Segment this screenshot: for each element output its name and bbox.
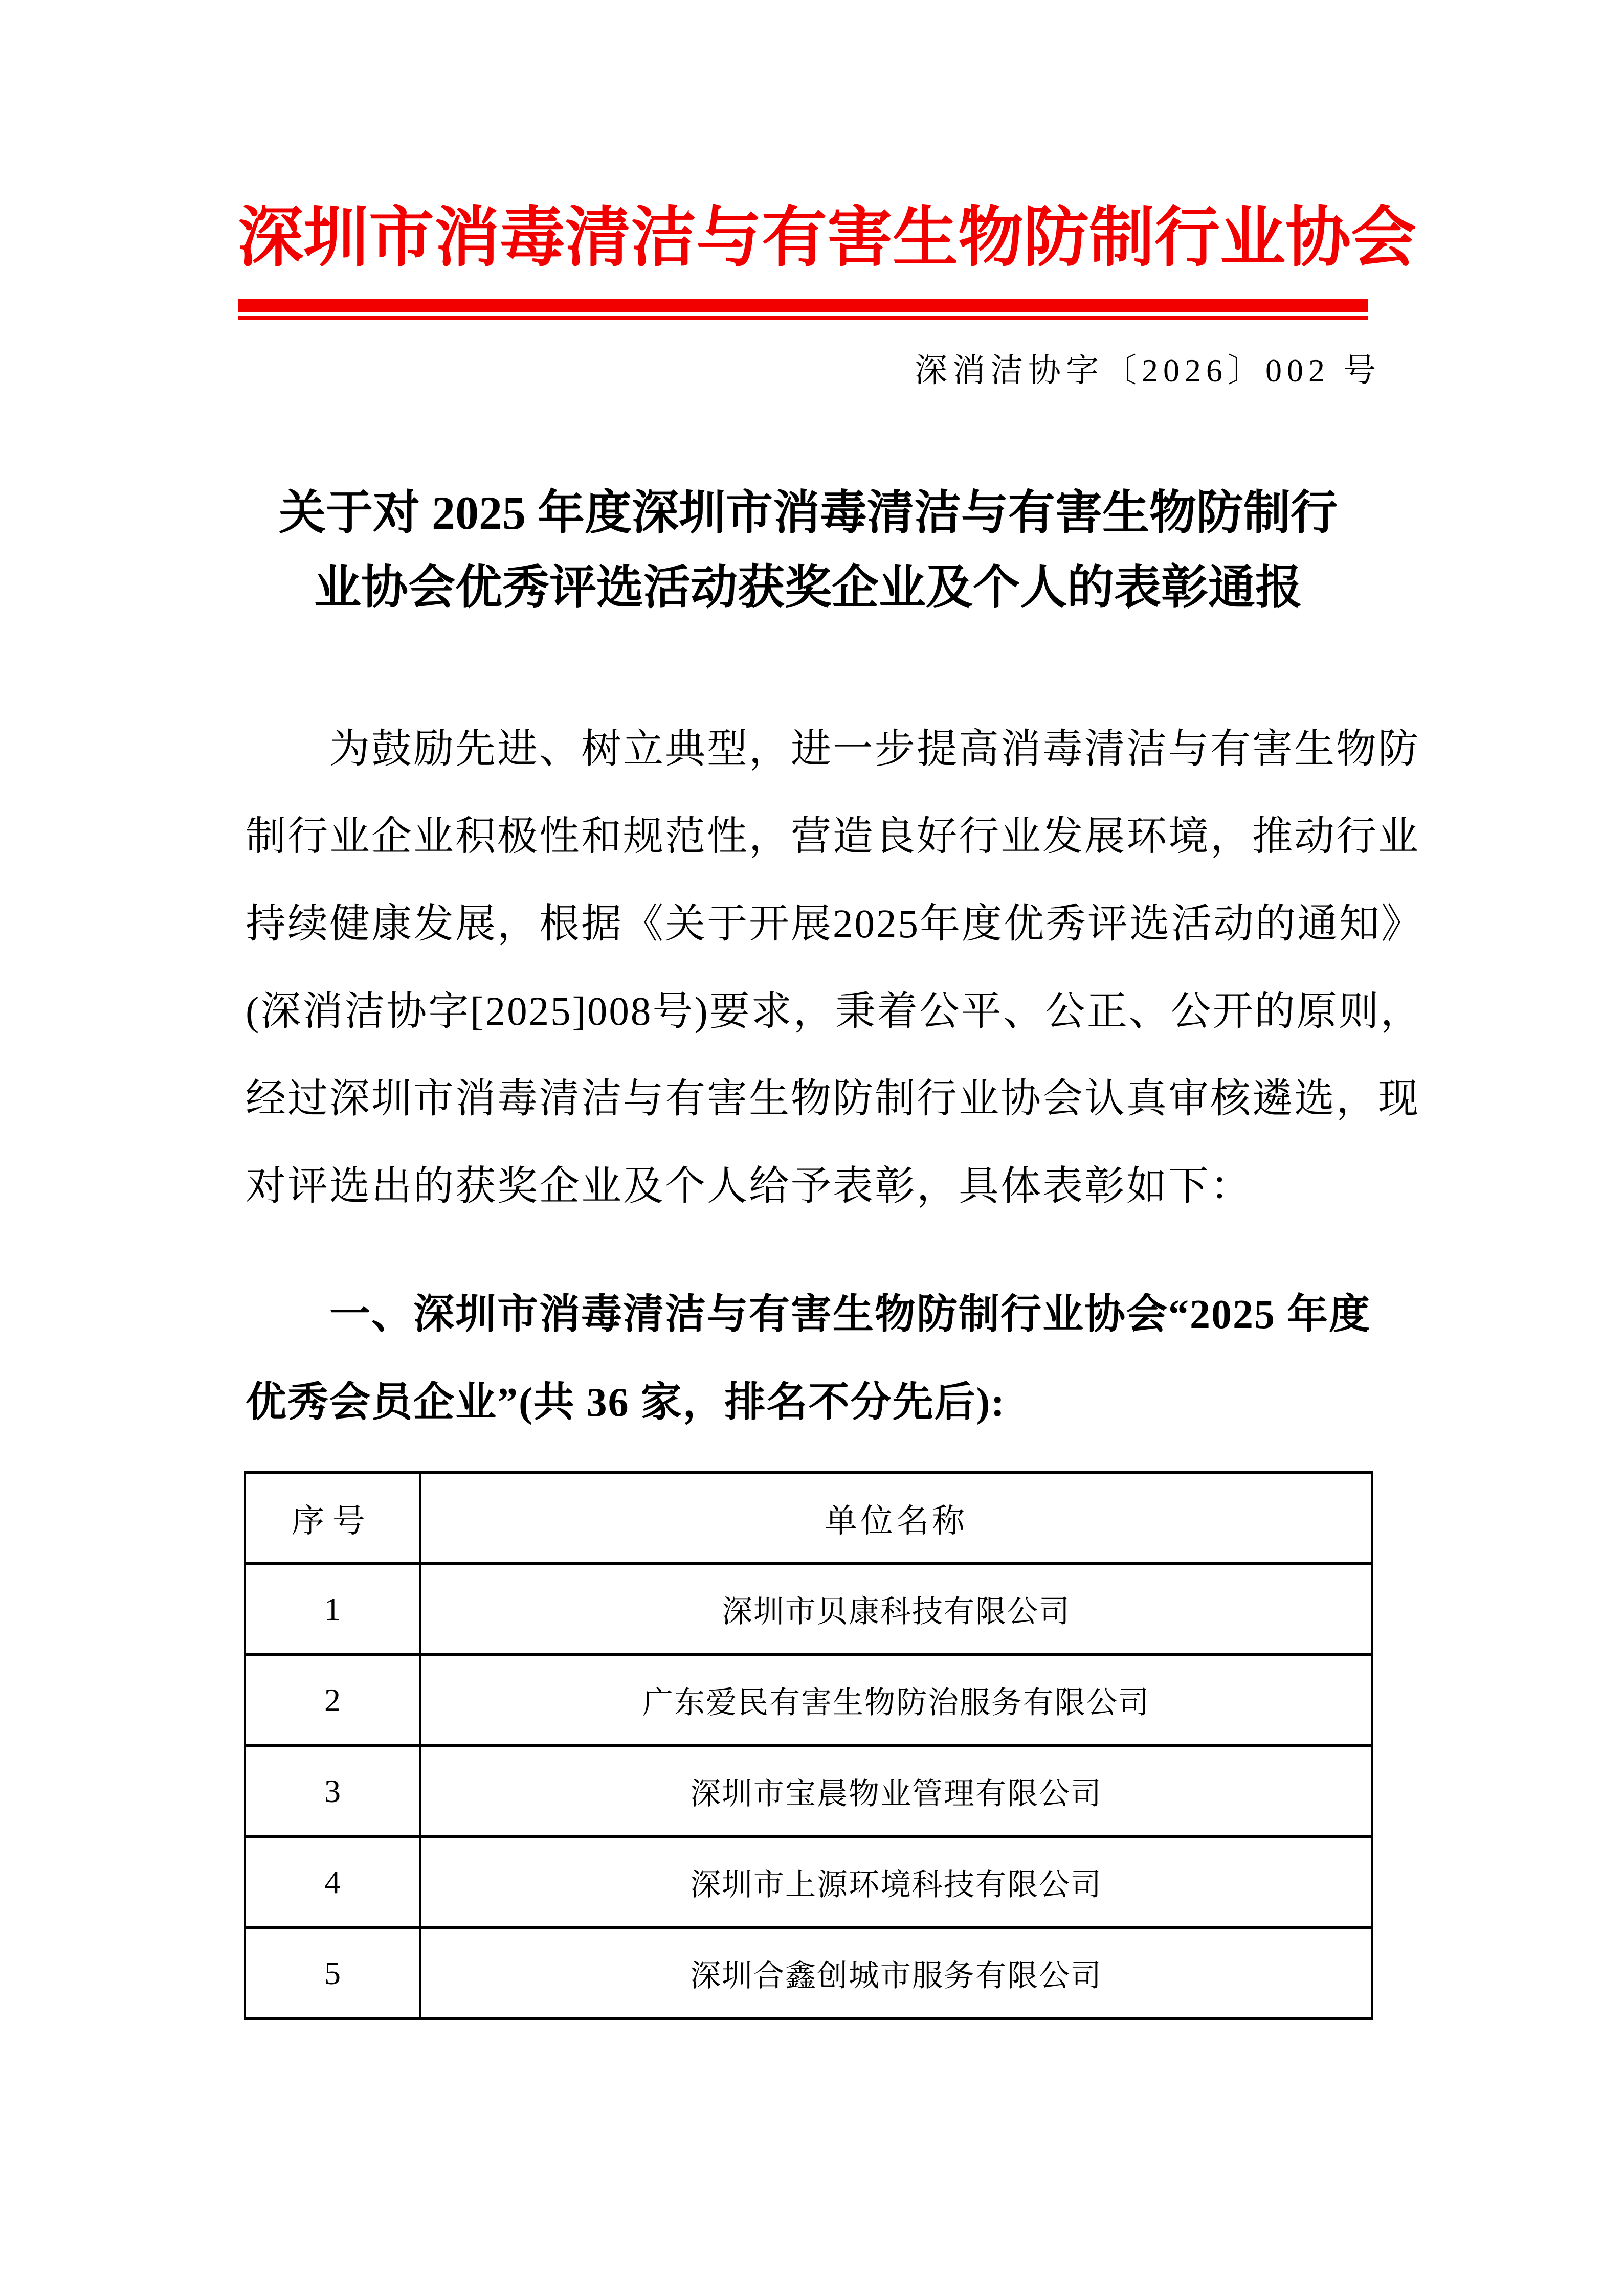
section-heading <box>246 1271 1396 1447</box>
body-line-2: 制行业企业积极性和规范性，营造良好行业发展环境，推动行业 <box>246 815 1420 859</box>
table-row <box>245 1655 1372 1746</box>
section-heading-line-2: 优秀会员企业”(共 36 家，排名不分先后): <box>246 1380 1006 1425</box>
row-name: 深圳合鑫创城市服务有限公司 <box>420 1928 1372 2019</box>
row-no: 3 <box>245 1746 420 1837</box>
separator-thick-line <box>238 299 1368 312</box>
doc-number: 深消洁协字〔2026〕002 号 <box>915 352 1381 389</box>
table-header-name: 单位名称 <box>420 1473 1372 1564</box>
row-name: 广东爱民有害生物防治服务有限公司 <box>420 1655 1372 1746</box>
table-row <box>245 1928 1372 2019</box>
body-line-1: 为鼓励先进、树立典型，进一步提高消毒清洁与有害生物防 <box>329 727 1420 772</box>
doc-title-line-2: 业协会优秀评选活动获奖企业及个人的表彰通报 <box>314 561 1302 614</box>
table-header-row <box>245 1473 1372 1564</box>
awards-table <box>244 1471 1373 2020</box>
body-line-3: 持续健康发展，根据《关于开展2025年度优秀评选活动的通知》 <box>246 902 1423 947</box>
row-name: 深圳市宝晨物业管理有限公司 <box>420 1746 1372 1837</box>
body-line-6: 对评选出的获奖企业及个人给予表彰，具体表彰如下： <box>246 1164 1252 1209</box>
letterhead-separator <box>238 299 1368 320</box>
doc-title <box>238 476 1378 625</box>
row-name: 深圳市上源环境科技有限公司 <box>420 1837 1372 1928</box>
row-name: 深圳市贝康科技有限公司 <box>420 1564 1372 1655</box>
doc-title-line-1: 关于对 2025 年度深圳市消毒清洁与有害生物防制行 <box>278 487 1338 539</box>
table-header-no: 序号 <box>245 1473 420 1564</box>
section-heading-line-1: 一、深圳市消毒清洁与有害生物防制行业协会“2025 年度 <box>329 1292 1371 1337</box>
row-no: 2 <box>245 1655 420 1746</box>
row-no: 4 <box>245 1837 420 1928</box>
body-line-5: 经过深圳市消毒清洁与有害生物防制行业协会认真审核遴选，现 <box>246 1077 1420 1121</box>
body-paragraph <box>246 706 1423 1230</box>
row-no: 1 <box>245 1564 420 1655</box>
table-row <box>245 1837 1372 1928</box>
table-row <box>245 1564 1372 1655</box>
table-row <box>245 1746 1372 1837</box>
row-no: 5 <box>245 1928 420 2019</box>
separator-thin-line <box>238 316 1368 320</box>
letterhead-org-name: 深圳市消毒清洁与有害生物防制行业协会 <box>238 201 1417 274</box>
body-line-4: (深消洁协字[2025]008号)要求，秉着公平、公正、公开的原则， <box>246 989 1422 1034</box>
